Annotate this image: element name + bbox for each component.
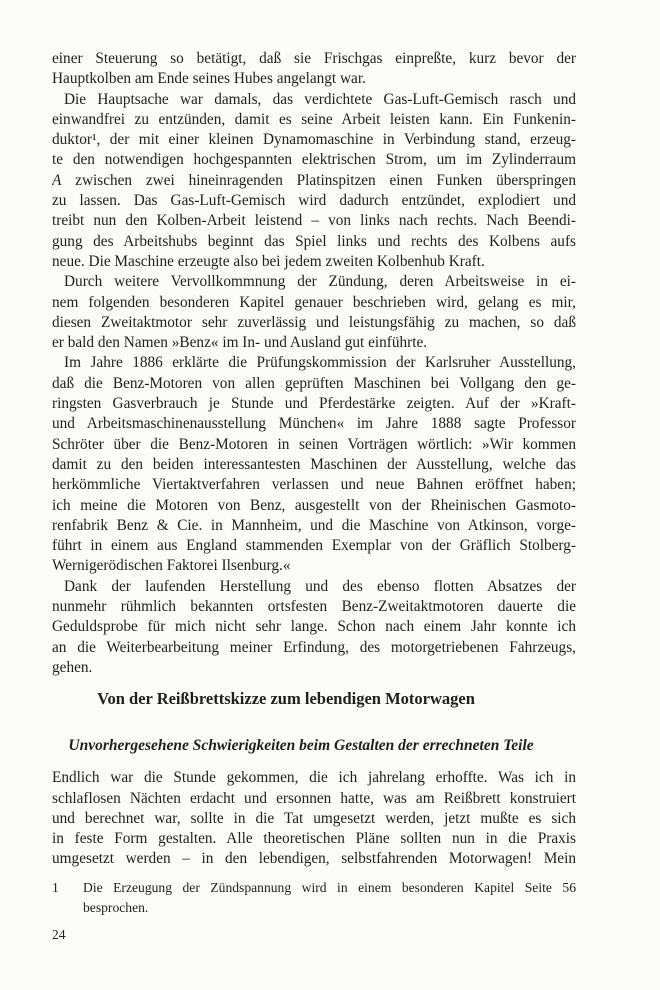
text-line: duktor¹, der mit einer kleinen Dynamomaschine in Verbindung stand, erzeug- xyxy=(52,131,576,149)
text-line: ich meine die Motoren von Benz, ausgestellt von der Rheinischen Gasmoto- xyxy=(52,496,576,514)
text-line: er bald den Namen »Benz« im In- und Ausland gut einführte. xyxy=(52,334,428,352)
text-line: renfabrik Benz & Cie. in Mannheim, und die Maschine von Atkinson, vorge- xyxy=(52,516,576,534)
text-line: Dank der laufenden Herstellung und des ebenso flotten Absatzes der xyxy=(64,577,576,595)
text-line: einwandfrei zu entzünden, damit es seine Arbeit leisten kann. Ein Funkenin- xyxy=(52,110,576,128)
text-line: Geduldsprobe für mich nicht sehr lange. Schon nach einem Jahr konnte ich xyxy=(52,618,576,636)
text-line: Endlich war die Stunde gekommen, die ich jahrelang erhoffte. Was ich in xyxy=(52,769,576,787)
text-line: diesen Zweitaktmotor sehr zuverlässig und leistungsfähig zu machen, so daß xyxy=(52,313,576,331)
text-line: und Arbeitsmaschinenausstellung München« im Jahre 1888 sagte Professor xyxy=(52,415,576,433)
paragraph-continuation xyxy=(52,49,576,90)
text-line: ringsten Gasverbrauch je Stunde und Pferdestärke zeigten. Auf der »Kraft- xyxy=(52,395,576,413)
text-line: und berechnet war, sollte in die Tat umgesetzt werden, jetzt mußte es sich xyxy=(52,809,576,827)
text-line: führt in einem aus England stammenden Exemplar von der Gräflich Stolberg- xyxy=(52,537,576,555)
text-line: daß die Benz-Motoren von allen geprüften Maschinen bei Vollgang den ge- xyxy=(52,374,576,392)
paragraph-ignition xyxy=(52,90,576,273)
text-line: herkömmliche Viertaktverfahren verlassen und neue Bahnen eröffnet haben; xyxy=(52,476,576,494)
paragraph-production xyxy=(52,577,576,678)
footnote-marker: 1 xyxy=(52,879,59,895)
text-line: an die Weiterbearbeitung meiner Erfindung, des motorgetriebenen Fahrzeugs, xyxy=(52,638,576,656)
paragraph-exhibition xyxy=(52,353,576,576)
text-line: Wernigerödischen Faktorei Ilsenburg.« xyxy=(52,557,291,575)
text-line xyxy=(52,171,576,191)
text-line: besprochen. xyxy=(83,900,149,916)
text-line: Im Jahre 1886 erklärte die Prüfungskommission der Karlsruher Ausstellung, xyxy=(64,354,576,372)
text-line: nem folgenden besonderen Kapitel genauer beschrieben wird, gelang es mir, xyxy=(52,293,576,311)
cylinder-label-a: A xyxy=(52,171,62,189)
text-line: Durch weitere Vervollkommnung der Zündung, deren Arbeitsweise in ei- xyxy=(64,273,576,291)
paragraph-benz-name xyxy=(52,272,576,353)
text-line: neue. Die Maschine erzeugte also bei jedem zweiten Kolbenhub Kraft. xyxy=(52,252,485,270)
text-line: nunmehr rühmlich bekannten ortsfesten Benz-Zweitaktmotoren dauerte die xyxy=(52,598,576,616)
text-line-rest: zwischen zwei hineinragenden Platinspitzen einen Funken überspringen xyxy=(61,171,576,189)
text-line: zu lassen. Das Gas-Luft-Gemisch wird dadurch entzündet, explodiert und xyxy=(52,192,576,210)
text-line: Schröter über die Benz-Motoren in seinen Vorträgen wörtlich: »Wir kommen xyxy=(52,435,576,453)
text-line: in feste Form gestalten. Alle theoretischen Pläne sollten nun in die Praxis xyxy=(52,830,576,848)
text-line: einer Steuerung so betätigt, daß sie Frischgas einpreßte, kurz bevor der xyxy=(52,50,576,67)
body-text xyxy=(52,49,576,944)
text-line: umgesetzt werden – in den lebendigen, selbstfahrenden Motorwagen! Mein xyxy=(52,850,576,868)
text-line: treibt nun den Kolben-Arbeit leistend – von links nach rechts. Nach Beendi- xyxy=(52,212,576,230)
text-line: Die Erzeugung der Zündspannung wird in einem besonderen Kapitel Seite 56 xyxy=(83,879,576,895)
paragraph-realization xyxy=(52,768,576,869)
page-number: 24 xyxy=(52,926,66,942)
footnote-text xyxy=(83,878,576,919)
text-line: gehen. xyxy=(52,658,93,676)
text-line: te den notwendigen hochgespannten elektrischen Strom, um im Zylinderraum xyxy=(52,151,576,169)
text-line: gung des Arbeitshubs beginnt das Spiel links und rechts des Kolbens aufs xyxy=(52,232,576,250)
text-line: Hauptkolben am Ende seines Hubes angelangt war. xyxy=(52,70,366,88)
text-line: Die Hauptsache war damals, das verdichtete Gas-Luft-Gemisch rasch und xyxy=(64,90,576,108)
footnote xyxy=(52,878,576,919)
section-subheading: Unvorhergesehene Schwierigkeiten beim Gestalten der errechneten Teile xyxy=(68,737,534,755)
chapter-heading: Von der Reißbrettskizze zum lebendigen Motorwagen xyxy=(97,689,475,709)
text-line: schlaflosen Nächten erdacht und ersonnen hatte, was am Reißbrett konstruiert xyxy=(52,789,576,807)
text-line: damit zu den beiden interessantesten Maschinen der Ausstellung, welche das xyxy=(52,455,576,473)
